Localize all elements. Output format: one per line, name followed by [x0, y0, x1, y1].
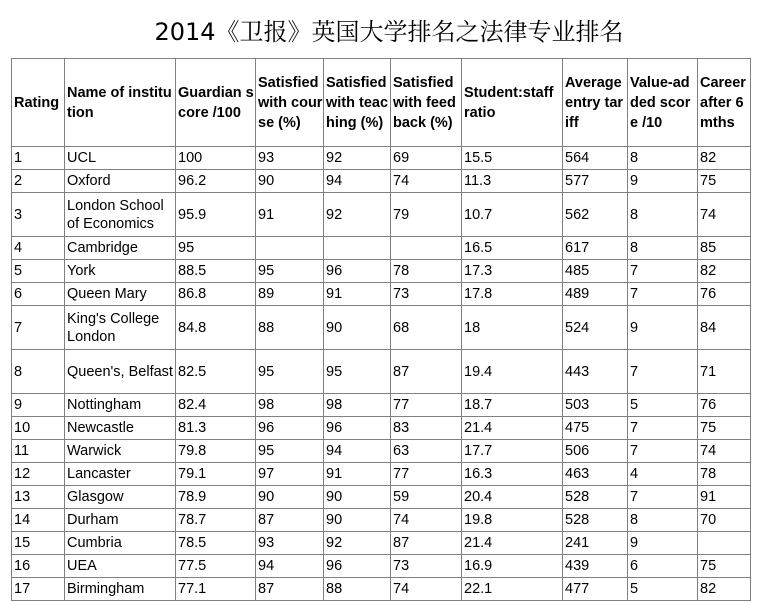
cell-value-added: 7: [628, 440, 698, 463]
cell-value-added: 8: [628, 147, 698, 170]
cell-satisfied-course: 87: [256, 578, 324, 601]
cell-institution: Warwick: [65, 440, 176, 463]
cell-entry-tariff: 562: [563, 193, 628, 237]
page-title: 2014《卫报》英国大学排名之法律专业排名: [154, 18, 624, 46]
cell-student-staff-ratio: 18: [462, 306, 563, 350]
cell-satisfied-teaching: 95: [324, 350, 391, 394]
cell-rating: 10: [12, 417, 65, 440]
cell-institution: York: [65, 260, 176, 283]
cell-rating: 5: [12, 260, 65, 283]
column-header-career: Career after 6 mths: [698, 59, 751, 147]
cell-guardian-score: 100: [176, 147, 256, 170]
column-header-student-staff-ratio: Student:staff ratio: [462, 59, 563, 147]
column-header-institution: Name of institution: [65, 59, 176, 147]
table-row: [12, 509, 751, 532]
cell-satisfied-feedback: 77: [391, 394, 462, 417]
cell-student-staff-ratio: 19.4: [462, 350, 563, 394]
cell-satisfied-feedback: 74: [391, 509, 462, 532]
cell-satisfied-teaching: 92: [324, 193, 391, 237]
table-body: [12, 147, 751, 601]
cell-student-staff-ratio: 17.7: [462, 440, 563, 463]
cell-institution: UEA: [65, 555, 176, 578]
cell-career: 85: [698, 237, 751, 260]
cell-entry-tariff: 524: [563, 306, 628, 350]
column-header-rating: Rating: [12, 59, 65, 147]
cell-institution: London School of Economics: [65, 193, 176, 237]
table-row: [12, 555, 751, 578]
cell-entry-tariff: 506: [563, 440, 628, 463]
column-header-entry-tariff: Average entry tariff: [563, 59, 628, 147]
cell-guardian-score: 82.4: [176, 394, 256, 417]
cell-institution: Cambridge: [65, 237, 176, 260]
cell-satisfied-course: 98: [256, 394, 324, 417]
cell-guardian-score: 79.8: [176, 440, 256, 463]
table-row: [12, 578, 751, 601]
cell-institution: Lancaster: [65, 463, 176, 486]
cell-satisfied-course: 89: [256, 283, 324, 306]
cell-entry-tariff: 577: [563, 170, 628, 193]
cell-guardian-score: 78.5: [176, 532, 256, 555]
cell-institution: Durham: [65, 509, 176, 532]
cell-satisfied-teaching: 96: [324, 417, 391, 440]
cell-career: 91: [698, 486, 751, 509]
cell-satisfied-feedback: 78: [391, 260, 462, 283]
cell-satisfied-course: 95: [256, 350, 324, 394]
cell-rating: 17: [12, 578, 65, 601]
cell-satisfied-feedback: 77: [391, 463, 462, 486]
cell-satisfied-course: [256, 237, 324, 260]
column-header-guardian-score: Guardian score /100: [176, 59, 256, 147]
header-row: [12, 59, 751, 147]
cell-value-added: 7: [628, 283, 698, 306]
cell-satisfied-course: 90: [256, 486, 324, 509]
cell-satisfied-teaching: 94: [324, 170, 391, 193]
cell-satisfied-teaching: 90: [324, 486, 391, 509]
cell-entry-tariff: 439: [563, 555, 628, 578]
cell-rating: 8: [12, 350, 65, 394]
cell-value-added: 9: [628, 170, 698, 193]
cell-value-added: 7: [628, 486, 698, 509]
cell-rating: 2: [12, 170, 65, 193]
cell-student-staff-ratio: 22.1: [462, 578, 563, 601]
cell-rating: 16: [12, 555, 65, 578]
cell-career: 84: [698, 306, 751, 350]
cell-value-added: 8: [628, 237, 698, 260]
cell-satisfied-course: 93: [256, 532, 324, 555]
cell-student-staff-ratio: 16.9: [462, 555, 563, 578]
cell-entry-tariff: 463: [563, 463, 628, 486]
cell-satisfied-teaching: [324, 237, 391, 260]
cell-rating: 12: [12, 463, 65, 486]
table-row: [12, 147, 751, 170]
cell-satisfied-teaching: 92: [324, 147, 391, 170]
table-row: [12, 170, 751, 193]
cell-value-added: 4: [628, 463, 698, 486]
cell-student-staff-ratio: 18.7: [462, 394, 563, 417]
cell-rating: 14: [12, 509, 65, 532]
cell-career: 76: [698, 394, 751, 417]
cell-satisfied-teaching: 88: [324, 578, 391, 601]
ranking-table: [11, 58, 751, 601]
column-header-value-added: Value-added score /10: [628, 59, 698, 147]
cell-student-staff-ratio: 21.4: [462, 417, 563, 440]
table-row: [12, 193, 751, 237]
cell-satisfied-teaching: 98: [324, 394, 391, 417]
cell-career: 78: [698, 463, 751, 486]
cell-career: 70: [698, 509, 751, 532]
cell-career: 82: [698, 147, 751, 170]
cell-institution: Queen Mary: [65, 283, 176, 306]
cell-career: 75: [698, 417, 751, 440]
table-row: [12, 237, 751, 260]
cell-value-added: 7: [628, 417, 698, 440]
cell-student-staff-ratio: 15.5: [462, 147, 563, 170]
cell-satisfied-feedback: [391, 237, 462, 260]
cell-satisfied-feedback: 59: [391, 486, 462, 509]
cell-entry-tariff: 477: [563, 578, 628, 601]
cell-value-added: 9: [628, 532, 698, 555]
cell-satisfied-teaching: 92: [324, 532, 391, 555]
cell-career: 71: [698, 350, 751, 394]
cell-guardian-score: 79.1: [176, 463, 256, 486]
cell-student-staff-ratio: 16.5: [462, 237, 563, 260]
cell-institution: UCL: [65, 147, 176, 170]
cell-rating: 9: [12, 394, 65, 417]
cell-value-added: 8: [628, 509, 698, 532]
cell-entry-tariff: 528: [563, 509, 628, 532]
cell-career: 75: [698, 555, 751, 578]
table-row: [12, 394, 751, 417]
table-row: [12, 532, 751, 555]
cell-satisfied-course: 87: [256, 509, 324, 532]
cell-guardian-score: 78.7: [176, 509, 256, 532]
column-header-satisfied-feedback: Satisfied with feedback (%): [391, 59, 462, 147]
cell-satisfied-feedback: 87: [391, 532, 462, 555]
cell-rating: 11: [12, 440, 65, 463]
cell-entry-tariff: 489: [563, 283, 628, 306]
cell-guardian-score: 77.1: [176, 578, 256, 601]
cell-satisfied-teaching: 94: [324, 440, 391, 463]
table-row: [12, 463, 751, 486]
cell-institution: Newcastle: [65, 417, 176, 440]
cell-guardian-score: 82.5: [176, 350, 256, 394]
cell-career: 82: [698, 578, 751, 601]
cell-career: 74: [698, 193, 751, 237]
table-row: [12, 350, 751, 394]
cell-entry-tariff: 443: [563, 350, 628, 394]
cell-student-staff-ratio: 11.3: [462, 170, 563, 193]
cell-institution: Queen's, Belfast: [65, 350, 176, 394]
cell-satisfied-teaching: 90: [324, 306, 391, 350]
cell-entry-tariff: 475: [563, 417, 628, 440]
cell-satisfied-feedback: 73: [391, 283, 462, 306]
cell-value-added: 5: [628, 394, 698, 417]
cell-career: 76: [698, 283, 751, 306]
cell-student-staff-ratio: 19.8: [462, 509, 563, 532]
table-row: [12, 260, 751, 283]
cell-career: 74: [698, 440, 751, 463]
cell-satisfied-teaching: 91: [324, 463, 391, 486]
cell-guardian-score: 81.3: [176, 417, 256, 440]
cell-institution: Cumbria: [65, 532, 176, 555]
cell-entry-tariff: 503: [563, 394, 628, 417]
cell-guardian-score: 95: [176, 237, 256, 260]
cell-satisfied-feedback: 74: [391, 170, 462, 193]
cell-student-staff-ratio: 10.7: [462, 193, 563, 237]
cell-satisfied-feedback: 83: [391, 417, 462, 440]
cell-rating: 13: [12, 486, 65, 509]
cell-satisfied-course: 94: [256, 555, 324, 578]
cell-entry-tariff: 485: [563, 260, 628, 283]
cell-entry-tariff: 528: [563, 486, 628, 509]
cell-satisfied-course: 88: [256, 306, 324, 350]
cell-entry-tariff: 564: [563, 147, 628, 170]
table-row: [12, 440, 751, 463]
cell-satisfied-teaching: 96: [324, 555, 391, 578]
cell-career: 75: [698, 170, 751, 193]
table-row: [12, 486, 751, 509]
cell-rating: 4: [12, 237, 65, 260]
cell-satisfied-course: 95: [256, 440, 324, 463]
cell-institution: Nottingham: [65, 394, 176, 417]
cell-rating: 3: [12, 193, 65, 237]
cell-institution: Oxford: [65, 170, 176, 193]
table-row: [12, 283, 751, 306]
cell-institution: King's College London: [65, 306, 176, 350]
cell-satisfied-teaching: 91: [324, 283, 391, 306]
cell-satisfied-course: 96: [256, 417, 324, 440]
cell-entry-tariff: 617: [563, 237, 628, 260]
cell-satisfied-feedback: 63: [391, 440, 462, 463]
cell-guardian-score: 88.5: [176, 260, 256, 283]
cell-satisfied-feedback: 73: [391, 555, 462, 578]
cell-satisfied-course: 97: [256, 463, 324, 486]
cell-student-staff-ratio: 16.3: [462, 463, 563, 486]
cell-student-staff-ratio: 20.4: [462, 486, 563, 509]
cell-institution: Glasgow: [65, 486, 176, 509]
cell-value-added: 5: [628, 578, 698, 601]
cell-guardian-score: 96.2: [176, 170, 256, 193]
cell-satisfied-teaching: 90: [324, 509, 391, 532]
table-row: [12, 417, 751, 440]
cell-satisfied-feedback: 74: [391, 578, 462, 601]
cell-guardian-score: 77.5: [176, 555, 256, 578]
cell-entry-tariff: 241: [563, 532, 628, 555]
cell-career: [698, 532, 751, 555]
cell-satisfied-teaching: 96: [324, 260, 391, 283]
cell-satisfied-feedback: 68: [391, 306, 462, 350]
cell-value-added: 9: [628, 306, 698, 350]
cell-satisfied-course: 93: [256, 147, 324, 170]
cell-value-added: 8: [628, 193, 698, 237]
cell-guardian-score: 78.9: [176, 486, 256, 509]
cell-satisfied-feedback: 69: [391, 147, 462, 170]
cell-guardian-score: 86.8: [176, 283, 256, 306]
cell-institution: Birmingham: [65, 578, 176, 601]
cell-value-added: 6: [628, 555, 698, 578]
cell-rating: 6: [12, 283, 65, 306]
cell-satisfied-feedback: 87: [391, 350, 462, 394]
cell-student-staff-ratio: 17.8: [462, 283, 563, 306]
cell-rating: 15: [12, 532, 65, 555]
cell-value-added: 7: [628, 350, 698, 394]
cell-rating: 7: [12, 306, 65, 350]
cell-satisfied-course: 95: [256, 260, 324, 283]
column-header-satisfied-teaching: Satisfied with teaching (%): [324, 59, 391, 147]
cell-student-staff-ratio: 17.3: [462, 260, 563, 283]
cell-guardian-score: 84.8: [176, 306, 256, 350]
cell-satisfied-course: 91: [256, 193, 324, 237]
cell-satisfied-feedback: 79: [391, 193, 462, 237]
table-row: [12, 306, 751, 350]
column-header-satisfied-course: Satisfied with course (%): [256, 59, 324, 147]
cell-guardian-score: 95.9: [176, 193, 256, 237]
cell-rating: 1: [12, 147, 65, 170]
cell-value-added: 7: [628, 260, 698, 283]
cell-satisfied-course: 90: [256, 170, 324, 193]
cell-career: 82: [698, 260, 751, 283]
cell-student-staff-ratio: 21.4: [462, 532, 563, 555]
